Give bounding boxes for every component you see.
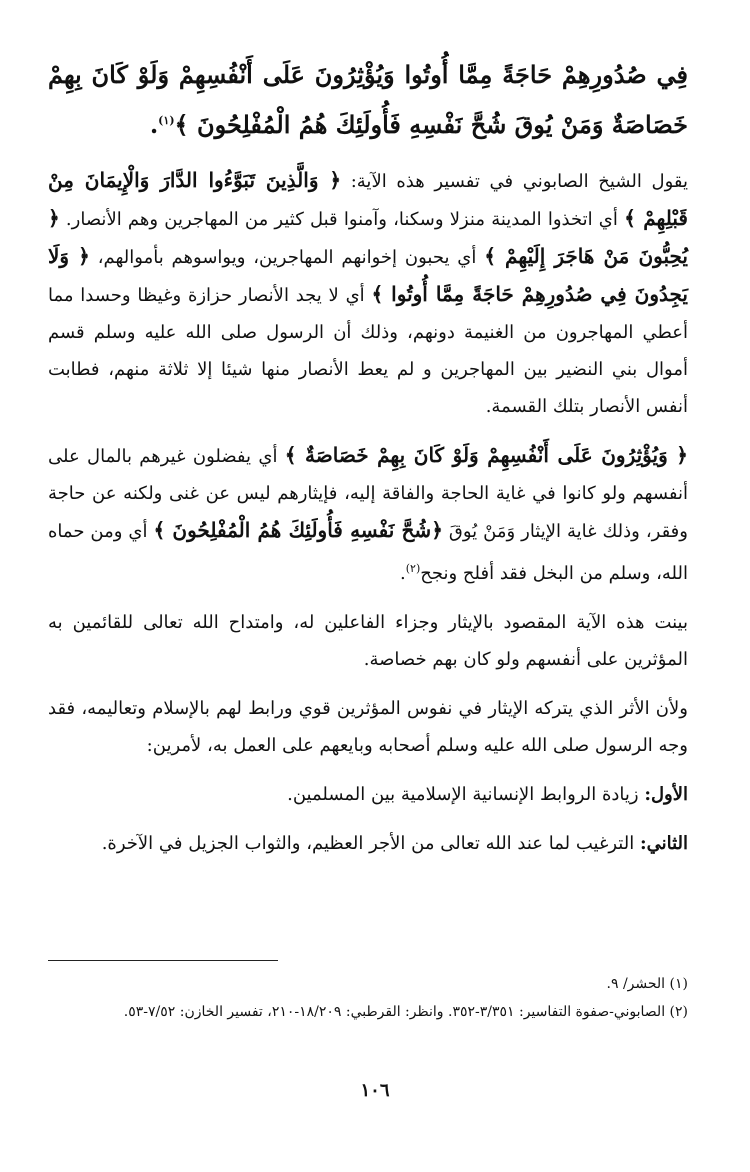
paragraph-sabuni-tafsir — [48, 162, 688, 425]
quran-quote-5: ﴿شُحَّ نَفْسِهِ فَأُولَئِكَ هُمُ الْمُفْلِحُونَ ﴾ — [153, 518, 443, 542]
reason-second-label: الثاني: — [639, 833, 688, 854]
quran-quote-1: ﴿ وَالَّذِينَ تَبَوَّءُوا الدَّارَ وَالْإِيمَانَ مِنْ قَبْلِهِمْ ﴾ — [48, 168, 688, 230]
footnote-1: (١) الحشر/ ٩. — [606, 976, 688, 992]
p1-b: أي اتخذوا المدينة منزلا وسكنا، وآمنوا قبل كثير من المهاجرين وهم الأنصار. — [65, 209, 618, 230]
reason-second-text: الترغيب لما عند الله تعالى من الأجر العظيم، والثواب الجزيل في الآخرة. — [101, 833, 640, 854]
quran-quote-4: ﴿ وَيُؤْثِرُونَ عَلَى أَنْفُسِهِمْ وَلَوْ كَانَ بِهِمْ خَصَاصَةٌ ﴾ — [284, 443, 688, 467]
page-body — [48, 52, 688, 874]
reason-first-text: زيادة الروابط الإنسانية الإسلامية بين المسلمين. — [287, 784, 645, 805]
p1-c: أي يحبون إخوانهم المهاجرين، ويواسوهم بأموالهم، — [97, 247, 477, 268]
p2-end: . — [400, 563, 406, 584]
page-number: ١٠٦ — [360, 1080, 390, 1101]
p1-a: يقول الشيخ الصابوني في تفسير هذه الآية: — [350, 171, 689, 192]
paragraph-ithar — [48, 437, 688, 592]
reason-first — [48, 776, 688, 813]
p2-a: أي يفضلون غيرهم بالمال على أنفسهم ولو كانوا في غاية الحاجة والفاقة إليه، فإيثارهم ليس عن غنى ولكنه عن حاجة وفقر، وذلك غاية الإيثار وَمَنْ يُوقَ — [48, 446, 688, 542]
paragraph-verse-meaning: بينت هذه الآية المقصود بالإيثار وجزاء الفاعلين له، وامتداح الله تعالى للقائمين به المؤثرين على أنفسهم ولو كان بهم خصاصة. — [48, 612, 688, 670]
verse-text: فِي صُدُورِهِمْ حَاجَةً مِمَّا أُوتُوا وَيُؤْثِرُونَ عَلَى أَنْفُسِهِمْ وَلَوْ كَانَ بِهِمْ خَصَاصَةٌ وَمَنْ يُوقَ شُحَّ نَفْسِهِ فَأُولَئِكَ هُمُ الْمُفْلِحُونَ ﴾ — [48, 60, 688, 139]
footnote-ref-2: (٢) — [405, 562, 421, 575]
quran-quote-2: ﴿ يُحِبُّونَ مَنْ هَاجَرَ إِلَيْهِمْ ﴾ — [48, 206, 689, 268]
quran-quote-3: ﴿ وَلَا يَجِدُونَ فِي صُدُورِهِمْ حَاجَةً مِمَّا أُوتُوا ﴾ — [48, 244, 688, 306]
footnotes — [48, 970, 688, 1026]
paragraph-two-reasons: ولأن الأثر الذي يتركه الإيثار في نفوس المؤثرين قوي ورابط لهم بالإسلام وتعاليمه، فقد وجه الرسول صلى الله عليه وسلم أصحابه وبايعهم على العمل به، لأمرين: — [48, 698, 688, 756]
p1-d: أي لا يجد الأنصار حزازة وغيظا وحسدا مما أعطي المهاجرون من الغنيمة دونهم، وذلك أن الرسول صلى الله عليه وسلم قسم أموال بني النضير بين المهاجرين و لم يعط الأنصار منها شيئا إلا ثلاثة منهم، فطابت أنفس الأنصار بتلك القسمة. — [48, 285, 688, 417]
footnote-ref-1: (١) — [158, 114, 175, 127]
reason-second — [48, 825, 688, 862]
p2-b: أي ومن حماه الله، وسلم من البخل فقد أفلح ونجح — [48, 521, 688, 584]
reason-first-label: الأول: — [644, 784, 688, 805]
verse-continuation: فِي صُدُورِهِمْ حَاجَةً مِمَّا أُوتُوا وَيُؤْثِرُونَ عَلَى أَنْفُسِهِمْ وَلَوْ كَانَ بِهِمْ خَصَاصَةٌ وَمَنْ يُوقَ شُحَّ نَفْسِهِ فَأُولَئِكَ هُمُ الْمُفْلِحُونَ ﴾$^{(١)}$. — [48, 60, 688, 139]
footnote-divider — [48, 960, 278, 961]
footnote-2: (٢) الصابوني-صفوة التفاسير: ٣/٣٥١-٣٥٢. وانظر: القرطبي: ١٨/٢٠٩-٢١٠، تفسير الخازن: ٧/٥٢-٥٣. — [123, 1004, 688, 1020]
